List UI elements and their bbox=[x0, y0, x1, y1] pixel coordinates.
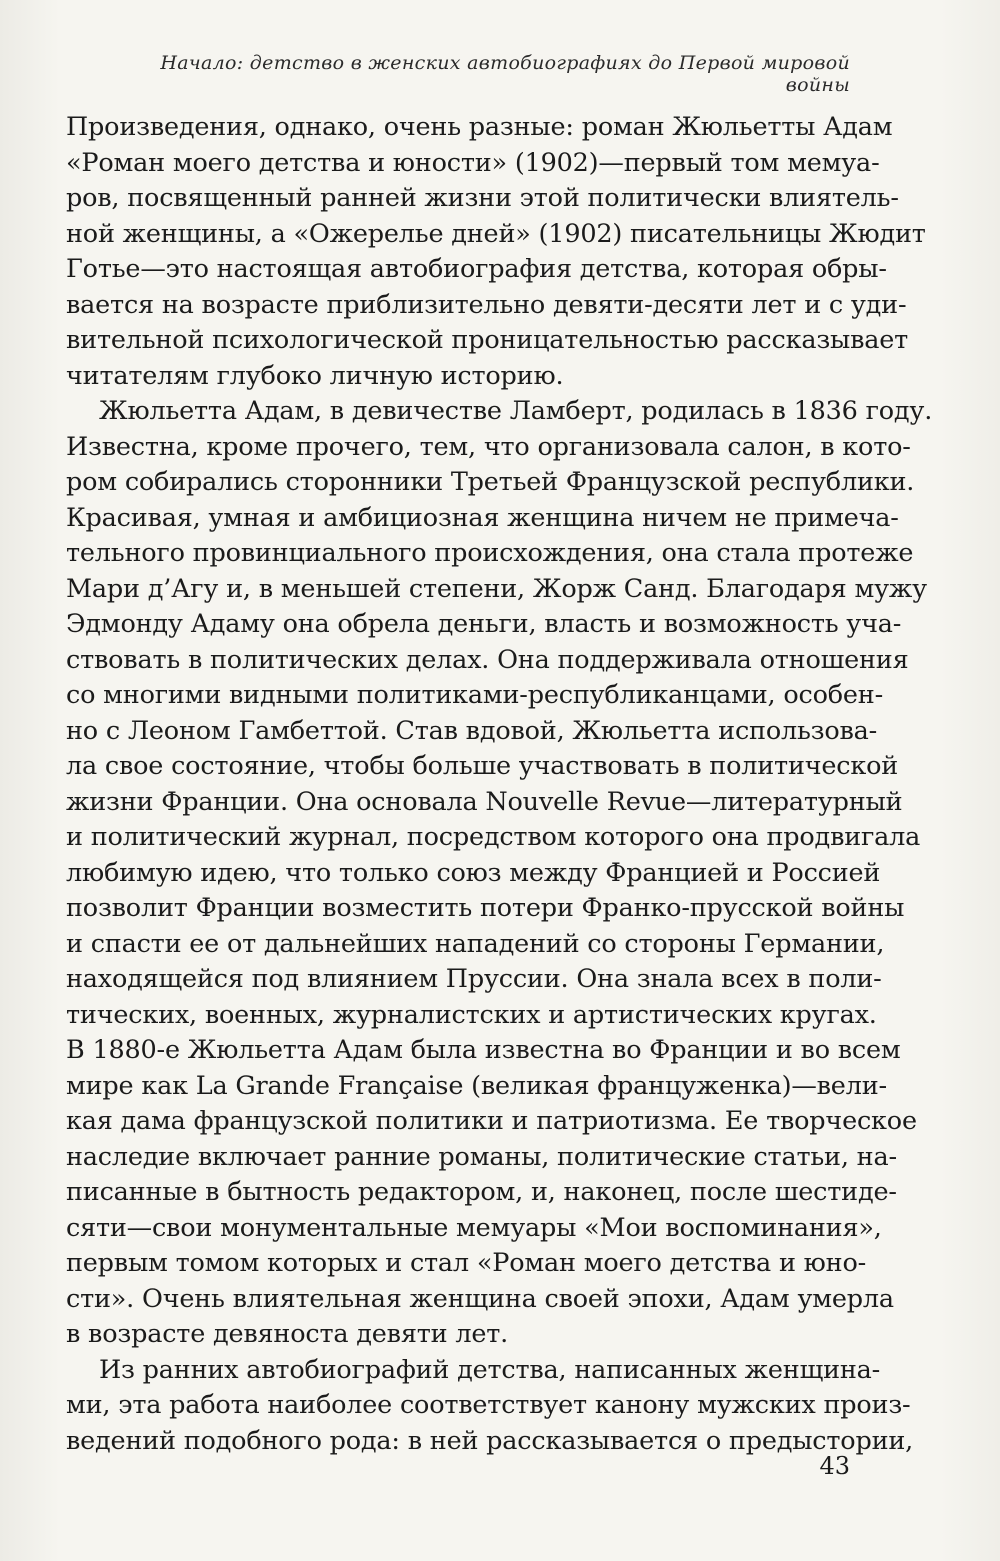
text-line: тельного провинциального происхождения, она стала протеже bbox=[66, 538, 914, 568]
text-line: Красивая, умная и амбициозная женщина ничем не примеча- bbox=[66, 502, 899, 533]
text-line: писанные в бытность редактором, и, наконец, после шестиде- bbox=[66, 1177, 897, 1207]
text-line: наследие включает ранние романы, политические статьи, на- bbox=[66, 1141, 897, 1172]
text-line: ла свое состояние, чтобы больше участвовать в политической bbox=[66, 751, 899, 781]
text-line: мире как La Grande Française (великая француженка)—вели- bbox=[66, 1070, 887, 1101]
text-line: со многими видными политиками-республиканцами, особен- bbox=[66, 680, 883, 710]
text-line: «Роман моего детства и юности» (1902)—первый том мемуа- bbox=[66, 147, 880, 178]
text-line: ствовать в политических делах. Она поддерживала отношения bbox=[66, 644, 909, 675]
text-line: любимую идею, что только союз между Францией и Россией bbox=[66, 857, 881, 888]
text-line: Из ранних автобиографий детства, написанных женщина- bbox=[99, 1354, 881, 1385]
text-line: ведений подобного рода: в ней рассказывается о предыстории, bbox=[66, 1425, 914, 1456]
paragraph bbox=[66, 394, 933, 1353]
text-line: Известна, кроме прочего, тем, что организовала салон, в кото- bbox=[66, 431, 911, 462]
text-line: вается на возрасте приблизительно девяти-десяти лет и с уди- bbox=[66, 289, 907, 320]
text-line: но с Леоном Гамбеттой. Став вдовой, Жюльетта использова- bbox=[66, 715, 878, 746]
page-number: 43 bbox=[819, 1452, 850, 1480]
text-line: тических, военных, журналистских и артистических кругах. bbox=[66, 999, 877, 1030]
text-line: жизни Франции. Она основала Nouvelle Revue—литературный bbox=[66, 786, 903, 817]
text-line: и политический журнал, посредством которого она продвигала bbox=[66, 822, 921, 852]
text-line: находящейся под влиянием Пруссии. Она знала всех в поли- bbox=[66, 964, 882, 994]
text-line: ной женщины, а «Ожерелье дней» (1902) писательницы Жюдит bbox=[66, 218, 926, 249]
text-line: ми, эта работа наиболее соответствует канону мужских произ- bbox=[66, 1390, 911, 1420]
text-line: Произведения, однако, очень разные: роман Жюльетты Адам bbox=[66, 112, 893, 142]
body-text bbox=[66, 110, 933, 1459]
text-line: позволит Франции возместить потери Франко-прусской войны bbox=[66, 893, 905, 923]
text-line: сяти—свои монументальные мемуары «Мои воспоминания», bbox=[66, 1212, 882, 1243]
text-line: читателям глубоко личную историю. bbox=[66, 360, 564, 391]
text-line: Мари д’Агу и, в меньшей степени, Жорж Санд. Благодаря мужу bbox=[66, 573, 927, 604]
text-line: ров, посвященный ранней жизни этой политически влиятель- bbox=[66, 183, 899, 213]
text-line: В 1880-е Жюльетта Адам была известна во Франции и во всем bbox=[66, 1035, 901, 1065]
text-line: Эдмонду Адаму она обрела деньги, власть и возможность уча- bbox=[66, 609, 902, 639]
text-line: вительной психологической проницательностью рассказывает bbox=[66, 325, 909, 355]
running-head: Начало: детство в женских автобиографиях до Первой мировой войны bbox=[160, 52, 850, 96]
paragraph bbox=[66, 1353, 914, 1460]
text-line: ром собирались сторонники Третьей Французской республики. bbox=[66, 467, 915, 497]
text-line: Жюльетта Адам, в девичестве Ламберт, родилась в 1836 году. bbox=[99, 396, 933, 426]
text-line: в возрасте девяноста девяти лет. bbox=[66, 1319, 509, 1349]
text-line: кая дама французской политики и патриотизма. Ее творческое bbox=[66, 1106, 917, 1136]
paragraph bbox=[66, 110, 926, 394]
text-line: и спасти ее от дальнейших нападений со стороны Германии, bbox=[66, 928, 885, 959]
text-line: Готье—это настоящая автобиография детства, которая обры- bbox=[66, 254, 887, 284]
text-line: первым томом которых и стал «Роман моего детства и юно- bbox=[66, 1248, 867, 1278]
text-line: сти». Очень влиятельная женщина своей эпохи, Адам умерла bbox=[66, 1283, 894, 1314]
